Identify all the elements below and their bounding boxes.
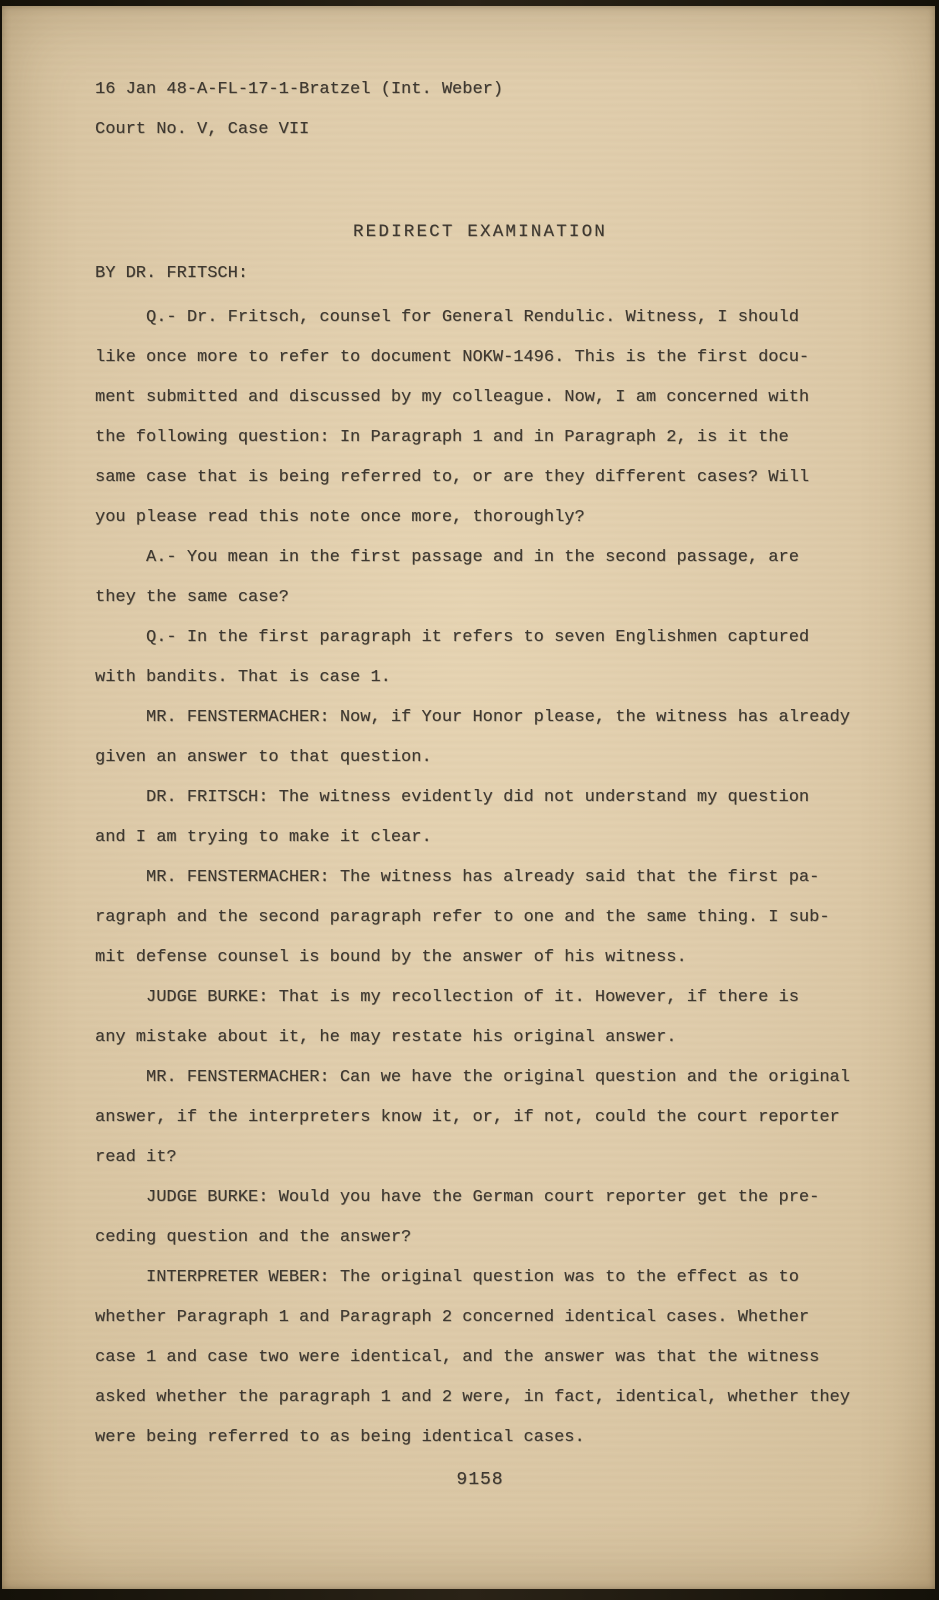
page-content <box>95 70 865 1500</box>
transcript-line: MR. FENSTERMACHER: Can we have the original question and the original <box>95 1068 850 1087</box>
transcript-line: like once more to refer to document NOKW-1496. This is the first docu- <box>95 348 810 367</box>
page-number: 9158 <box>456 1470 504 1490</box>
transcript-line: the following question: In Paragraph 1 and in Paragraph 2, is it the <box>95 428 789 447</box>
transcript-line: JUDGE BURKE: That is my recollection of it. However, if there is <box>95 988 799 1007</box>
transcript-line: answer, if the interpreters know it, or, if not, could the court reporter <box>95 1108 840 1127</box>
transcript-line: JUDGE BURKE: Would you have the German court reporter get the pre- <box>95 1188 820 1207</box>
paper-sheet <box>2 6 935 1589</box>
transcript-line: same case that is being referred to, or are they different cases? Will <box>95 468 810 487</box>
examiner-byline: BY DR. FRITSCH: <box>95 264 249 283</box>
transcript-line: case 1 and case two were identical, and the answer was that the witness <box>95 1348 820 1367</box>
header-court-case-line: Court No. V, Case VII <box>95 120 310 139</box>
transcript-line: ceding question and the answer? <box>95 1228 412 1247</box>
transcript-line: MR. FENSTERMACHER: The witness has already said that the first pa- <box>95 868 820 887</box>
transcript-line: MR. FENSTERMACHER: Now, if Your Honor please, the witness has already <box>95 708 850 727</box>
transcript-line: read it? <box>95 1148 177 1167</box>
transcript-line: Q.- In the first paragraph it refers to seven Englishmen captured <box>95 628 810 647</box>
transcript-line: any mistake about it, he may restate his original answer. <box>95 1028 677 1047</box>
section-title: REDIRECT EXAMINATION <box>352 222 608 242</box>
transcript-line: asked whether the paragraph 1 and 2 were, in fact, identical, whether they <box>95 1388 850 1407</box>
transcript-line: A.- You mean in the first passage and in the second passage, are <box>95 548 799 567</box>
transcript-line: were being referred to as being identical cases. <box>95 1428 585 1447</box>
transcript-line: mit defense counsel is bound by the answer of his witness. <box>95 948 687 967</box>
transcript-line: DR. FRITSCH: The witness evidently did not understand my question <box>95 788 810 807</box>
transcript-line: ragraph and the second paragraph refer to one and the same thing. I sub- <box>95 908 830 927</box>
transcript-line: INTERPRETER WEBER: The original question was to the effect as to <box>95 1268 799 1287</box>
transcript-line: given an answer to that question. <box>95 748 432 767</box>
transcript-line: Q.- Dr. Fritsch, counsel for General Rendulic. Witness, I should <box>95 308 799 327</box>
transcript-body <box>95 298 865 1458</box>
transcript-line: they the same case? <box>95 588 289 607</box>
transcript-line: ment submitted and discussed by my colleague. Now, I am concerned with <box>95 388 810 407</box>
transcript-line: you please read this note once more, thoroughly? <box>95 508 585 527</box>
transcript-line: whether Paragraph 1 and Paragraph 2 concerned identical cases. Whether <box>95 1308 810 1327</box>
transcript-line: and I am trying to make it clear. <box>95 828 432 847</box>
transcript-line: with bandits. That is case 1. <box>95 668 391 687</box>
header-dictation-line: 16 Jan 48-A-FL-17-1-Bratzel (Int. Weber) <box>95 80 504 99</box>
